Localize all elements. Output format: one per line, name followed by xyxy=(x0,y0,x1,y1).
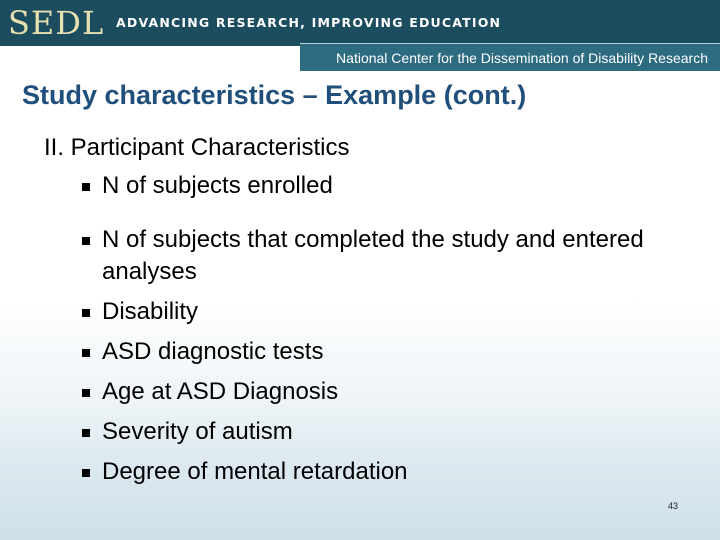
bullet-text: Age at ASD Diagnosis xyxy=(102,378,339,405)
page-number: 43 xyxy=(667,501,678,511)
bullet-text: ASD diagnostic tests xyxy=(102,338,324,365)
bullet-item xyxy=(82,336,682,368)
bullet-item xyxy=(82,416,682,448)
bullet-item xyxy=(82,456,682,488)
sedl-logo xyxy=(8,4,104,42)
bullet-text: N of subjects enrolled xyxy=(102,172,333,199)
bullet-item xyxy=(82,296,682,328)
square-bullet-icon xyxy=(82,429,90,437)
square-bullet-icon xyxy=(82,349,90,357)
bullet-item xyxy=(82,170,682,202)
bullet-text: N of subjects that completed the study and entered analyses xyxy=(102,226,644,285)
bullet-text: Severity of autism xyxy=(102,418,293,445)
bullet-text: Degree of mental retardation xyxy=(102,458,408,485)
square-bullet-icon xyxy=(82,183,90,191)
section-heading: II. Participant Characteristics xyxy=(44,134,350,161)
square-bullet-icon xyxy=(82,309,90,317)
organization-banner: National Center for the Dissemination of Disability Research xyxy=(300,43,720,71)
square-bullet-icon xyxy=(82,237,90,245)
tagline: ADVANCING RESEARCH, IMPROVING EDUCATION xyxy=(116,15,502,30)
square-bullet-icon xyxy=(82,469,90,477)
bullet-item xyxy=(82,376,682,408)
slide-title: Study characteristics – Example (cont.) xyxy=(22,80,527,110)
logo-text: SEDL xyxy=(8,4,105,42)
bullet-text: Disability xyxy=(102,298,199,325)
header-banner xyxy=(0,0,720,46)
square-bullet-icon xyxy=(82,389,90,397)
bullet-item xyxy=(82,224,682,288)
